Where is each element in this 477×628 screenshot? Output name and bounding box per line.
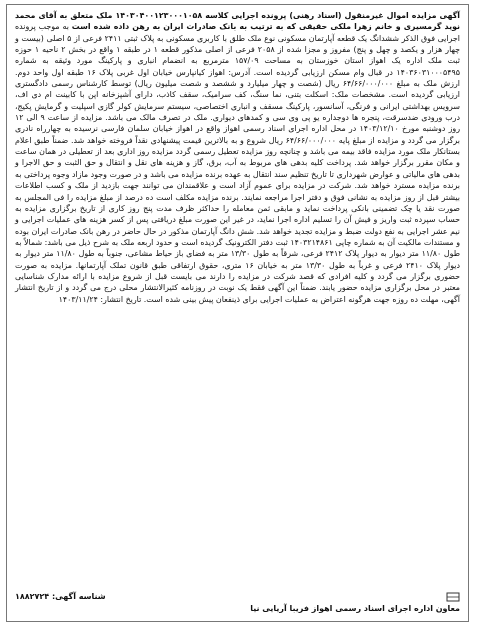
notice-signature: معاون اداره اجرای اسناد رسمی اهواز فریبا آریایی نیا [250, 604, 460, 613]
auction-notice [7, 5, 468, 305]
notice-title: آگهی مزایده اموال غیرمنقول (اسناد رهنی) پرونده اجرایی کلاسه ۱۴۰۳۰۴۰۰۱۲۳۰۰۰۱۰۵۸ ملک متعلق به آقای محمد نوید گرمسیری و خانم زهرا ملکی حقیقی که به ترتیب به بانک صادرات ایران به رهن داده شده است [15, 11, 460, 32]
ad-id: شناسه آگهی: ۱۸۸۲۷۲۴ [15, 592, 106, 601]
registry-logo-icon [443, 591, 460, 603]
notice-footer [15, 591, 460, 615]
notice-body: به موجب پرونده اجرایی فوق الذکر ششدانگ یک قطعه آپارتمان مسکونی نوع ملک طلق با کاربری مسکونی به پلاک ثبتی ۲۴۱۱ فرعی از ۵ اصلی (بیست و چهار هزار و یکصد و چهل و پنج) مفروز و مجزا شده از ۲۰۵۸ فرعی از اصلی مذکور قطعه ۱ در طبقه ۱ واقع در بخش ۲ ناحیه ۱ حوزه ثبت ملک اداره یک اهواز استان خوزستان به مساحت ۱۵۷/۰۹ مترمربع به انضمام انباری و پارکینگ مورد وثیقه به شماره ۱۴۰۳۶۰۳۱۰۰۰۵۴۹۵ در قبال وام مسکن ارزیابی گردیده است. آدرس: اهواز کیانپارس خیابان اول غربی پلاک ۱۶ طبقه اول واحد دوم. ارزش ملک به مبلغ ۶۴/۶۶/۰۰۰/۰۰۰ ریال (شصت و چهار میلیارد و ششصد و شصت میلیون ریال) توسط کارشناس رسمی دادگستری ارزیابی گردیده است. مشخصات ملک: اسکلت بتنی، نما سنگ، کف سرامیک، سقف کاذب، دارای آشپزخانه اپن با کابینت ام دی اف، سرویس بهداشتی ایرانی و فرنگی، آسانسور، پارکینگ مسقف و انباری اختصاصی، سیستم سرمایش کولر گازی اسپلیت و گرمایش پکیج، درب ورودی ضدسرقت، پنجره ها دوجداره یو پی وی سی و کمدهای دیواری. ملک در تصرف مالک می باشد. مزایده از ساعت ۹ الی ۱۲ روز دوشنبه مورخ ۱۴۰۳/۱۲/۱۰ در محل اداره اجرای اسناد رسمی اهواز واقع در اهواز خیابان سلمان فارسی نرسیده به چهارراه نادری برگزار می گردد و مزایده از مبلغ پایه ۶۴/۶۶/۰۰۰/۰۰۰ ریال شروع و به بالاترین قیمت پیشنهادی نقداً فروخته خواهد شد. ضمناً طبق اعلام بستانکار ملک مورد مزایده فاقد بیمه می باشد و چنانچه روز مزایده تعطیل رسمی گردد مزایده روز اداری بعد از تعطیلی در همان ساعت و مکان مقرر برگزار خواهد شد. پرداخت کلیه بدهی های مربوط به آب، برق، گاز و هزینه های نقل و انتقال و حق الثبت و حق الاجرا و بدهی های مالیاتی و عوارض شهرداری تا تاریخ تنظیم سند انتقال به عهده برنده مزایده می باشد و در صورت وجود مازاد وجوه پرداختی به برنده مزایده مسترد خواهد شد. شرکت در مزایده برای عموم آزاد است و علاقمندان می توانند جهت بازدید از ملک و کسب اطلاعات بیشتر قبل از روز مزایده به نشانی فوق و دفتر اجرا مراجعه نمایند. برنده مزایده مکلف است ده درصد از مبلغ مزایده را فی المجلس به صورت نقد یا چک تضمینی بانکی پرداخت نماید و مابقی ثمن معامله را حداکثر ظرف مدت پنج روز کاری از تاریخ برگزاری مزایده به حساب سپرده ثبت واریز و فیش آن را تسلیم اداره اجرا نماید، در غیر این صورت مبلغ دریافتی پس از کسر هزینه های عملیات اجرایی و نیم عشر اجرایی به نفع دولت ضبط و مزایده تجدید خواهد شد. شش دانگ آپارتمان مذکور در حال حاضر در رهن بانک صادرات ایران بوده و مستندات مالکیت آن به شماره چاپی ۱۴۰۳۲۱۴۸۶۱ ثبت دفتر الکترونیک گردیده است و حدود اربعه ملک به شرح ذیل می باشد: شمالاً به طول ۱۱/۸۰ متر دیوار به دیوار پلاک ۲۴۱۲ فرعی، شرقاً به طول ۱۳/۳۰ متر به فضای باز حیاط مشاعی، جنوباً به طول ۱۱/۸۰ متر دیوار به دیوار پلاک ۲۴۱۰ فرعی و غرباً به طول ۱۳/۳۰ متر به خیابان ۱۶ متری، حقوق ارتفاقی طبق قانون تملک آپارتمانها. مزایده به صورت حضوری برگزار می گردد و کلیه افرادی که قصد شرکت در مزایده را دارند می بایست قبل از شروع مزایده با ارائه مدارک شناسایی معتبر در محل برگزاری مزایده حضور یابند. ضمناً این آگهی فقط یک نوبت در روزنامه کثیرالانتشار محلی درج می گردد و از تاریخ انتشار آگهی، مهلت ده روزه جهت هرگونه اعتراض به عملیات اجرایی برای ذینفعان پیش بینی شده است. تاریخ انتشار: ۱۴۰۳/۱۱/۲۴ [15, 22, 461, 304]
notice-frame [6, 4, 469, 622]
